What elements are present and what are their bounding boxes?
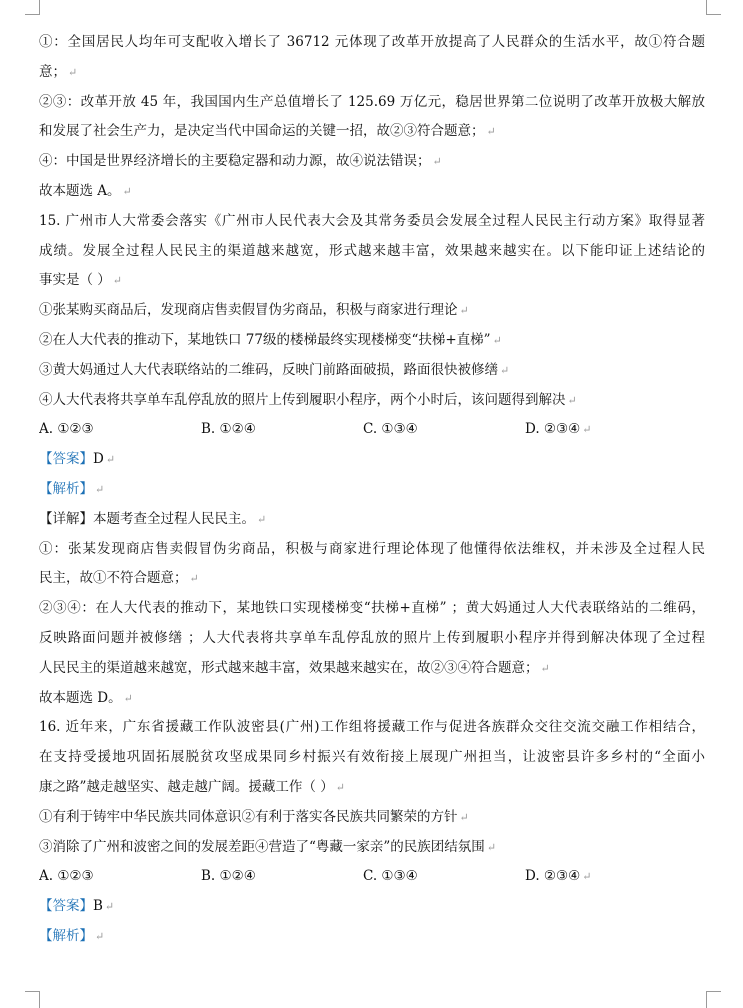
q15-options: [39, 415, 705, 445]
paragraph-mark: ↵: [492, 333, 502, 347]
line-text: ③黄大妈通过人大代表联络站的二维码，反映门前路面破损，路面很快被修缮: [39, 361, 498, 378]
line-text: 民主，故①不符合题意；: [39, 570, 188, 587]
document-body: [39, 28, 705, 952]
q15-explanation-and-q16: [39, 535, 705, 863]
detail-text: 本题考查全过程人民民主。: [93, 510, 255, 527]
text-line: [39, 684, 705, 714]
q16-answer: [39, 892, 705, 922]
q16-option-d: D. ②③④ ↵: [525, 868, 592, 885]
text-line: [39, 28, 705, 58]
text-line: [39, 564, 705, 594]
text-line: [39, 237, 705, 267]
text-line: [39, 266, 705, 296]
q14-explanation-and-q15: [39, 28, 705, 415]
paragraph-mark: ↵: [95, 929, 105, 943]
paragraph-mark: ↵: [432, 155, 442, 169]
paragraph-mark: ↵: [486, 840, 497, 854]
text-line: [39, 713, 705, 743]
text-line: [39, 296, 705, 326]
q16-option-c: C. ①③④: [363, 868, 418, 885]
line-text: 和发展了社会生产力，是决定当代中国命运的关键一招，故②③符合题意；: [39, 123, 485, 140]
line-text: 意；: [39, 63, 66, 80]
text-line: [39, 177, 705, 207]
paragraph-mark: ↵: [123, 691, 133, 705]
line-text: ④：中国是世界经济增长的主要稳定器和动力源，故④说法错误；: [39, 153, 431, 170]
q16-option-b: B. ①②④: [201, 868, 256, 885]
answer-tag: 【答案】: [39, 898, 93, 915]
crop-mark-top-right: [706, 0, 721, 15]
text-line: [39, 58, 705, 88]
q16-analysis: [39, 922, 705, 952]
text-line: [39, 326, 705, 356]
paragraph-mark: ↵: [68, 65, 78, 79]
text-line: [39, 773, 705, 803]
crop-mark-bottom-right: [706, 991, 721, 1008]
line-text: ③消除了广州和波密之间的发展差距④营造了“粤藏一家亲”的民族团结氛围: [39, 838, 485, 855]
paragraph-mark: ↵: [459, 304, 469, 318]
line-text: 故本题选 A。: [39, 182, 121, 199]
text-line: [39, 803, 705, 833]
answer-value: D: [93, 451, 104, 468]
text-line: [39, 356, 705, 386]
line-text: 故本题选 D。: [39, 689, 122, 706]
q15-analysis: [39, 475, 705, 505]
text-line: [39, 117, 705, 147]
paragraph-mark: ↵: [122, 184, 132, 198]
text-line: [39, 833, 705, 863]
paragraph-mark: ↵: [257, 512, 267, 526]
analysis-tag: 【解析】: [39, 927, 93, 944]
q16-option-a: A. ①②③: [39, 868, 94, 885]
text-line: [39, 88, 705, 118]
line-text: ②③：改革开放 45 年，我国国内生产总值增长了 125.69 万亿元，稳居世界第二位说明了改革开放极大解放: [39, 93, 705, 110]
paragraph-mark: ↵: [104, 900, 115, 914]
text-line: [39, 654, 705, 684]
q15-option-a: A. ①②③: [39, 421, 94, 438]
answer-tag: 【答案】: [39, 451, 93, 468]
paragraph-mark: ↵: [189, 572, 199, 586]
line-text: 16. 近年来，广东省援藏工作队波密县(广州)工作组将援藏工作与促进各族群众交往交流交融工作相结合，: [39, 719, 705, 736]
line-text: 15. 广州市人大常委会落实《广州市人民代表大会及其常务委员会发展全过程人民民主行动方案》取得显著: [39, 212, 705, 229]
paragraph-mark: ↵: [459, 810, 469, 824]
paragraph-mark: ↵: [582, 423, 592, 437]
q16-options: [39, 862, 705, 892]
paragraph-mark: ↵: [335, 780, 345, 794]
text-line: [39, 207, 705, 237]
crop-mark-bottom-left: [25, 991, 40, 1008]
crop-mark-top-left: [25, 0, 40, 15]
text-line: [39, 743, 705, 773]
line-text: 在支持受援地巩固拓展脱贫攻坚成果同乡村振兴有效衔接上展现广州担当，让波密县许多乡村的“全面小: [39, 749, 705, 766]
line-text: ①张某购买商品后，发现商店售卖假冒伪劣商品，积极与商家进行理论: [39, 302, 458, 319]
line-text: 成绩。发展全过程人民民主的渠道越来越宽，形式越来越丰富，效果越来越实在。以下能印证上述结论的: [39, 242, 705, 259]
line-text: 反映路面问题并被修缮 ；人大代表将共享单车乱停乱放的照片上传到履职小程序并得到解决体现了全过程: [39, 629, 705, 646]
text-line: [39, 386, 705, 416]
line-text: 事实是（ ）: [39, 272, 111, 289]
paragraph-mark: ↵: [486, 125, 496, 139]
text-line: [39, 594, 705, 624]
line-text: ④人大代表将共享单车乱停乱放的照片上传到履职小程序，两个小时后，该问题得到解决: [39, 391, 566, 408]
q15-option-d: D. ②③④ ↵: [525, 421, 592, 438]
line-text: 人民民主的渠道越来越宽，形式越来越丰富，效果越来越实在，故②③④符合题意；: [39, 659, 539, 676]
paragraph-mark: ↵: [540, 661, 550, 675]
answer-value: B: [93, 898, 103, 915]
q15-option-c: C. ①③④: [363, 421, 418, 438]
analysis-tag: 【解析】: [39, 480, 93, 497]
paragraph-mark: ↵: [105, 453, 116, 467]
q15-option-b: B. ①②④: [201, 421, 256, 438]
q15-detail: [39, 505, 705, 535]
line-text: ②③④：在人大代表的推动下，某地铁口实现楼梯变“扶梯+直梯” ；黄大妈通过人大代表联络站的二维码，: [39, 600, 705, 617]
paragraph-mark: ↵: [95, 482, 105, 496]
text-line: [39, 147, 705, 177]
line-text: ①有利于铸牢中华民族共同体意识②有利于落实各民族共同繁荣的方针: [39, 808, 458, 825]
line-text: ②在人大代表的推动下，某地铁口 77级的楼梯最终实现楼梯变“扶梯+直梯”: [39, 331, 491, 348]
paragraph-mark: ↵: [567, 393, 577, 407]
text-line: [39, 624, 705, 654]
line-text: 康之路”越走越坚实、越走越广阔。援藏工作（ ）: [39, 778, 334, 795]
line-text: ①：全国居民人均年可支配收入增长了 36712 元体现了改革开放提高了人民群众的生活水平，故①符合题: [39, 34, 705, 50]
paragraph-mark: ↵: [500, 363, 510, 377]
q15-answer: [39, 445, 705, 475]
paragraph-mark: ↵: [112, 274, 123, 288]
text-line: [39, 535, 705, 565]
detail-tag: 【详解】: [39, 510, 93, 527]
paragraph-mark: ↵: [582, 870, 592, 884]
line-text: ①：张某发现商店售卖假冒伪劣商品，积极与商家进行理论体现了他懂得依法维权，并未涉及全过程人民: [39, 540, 705, 557]
